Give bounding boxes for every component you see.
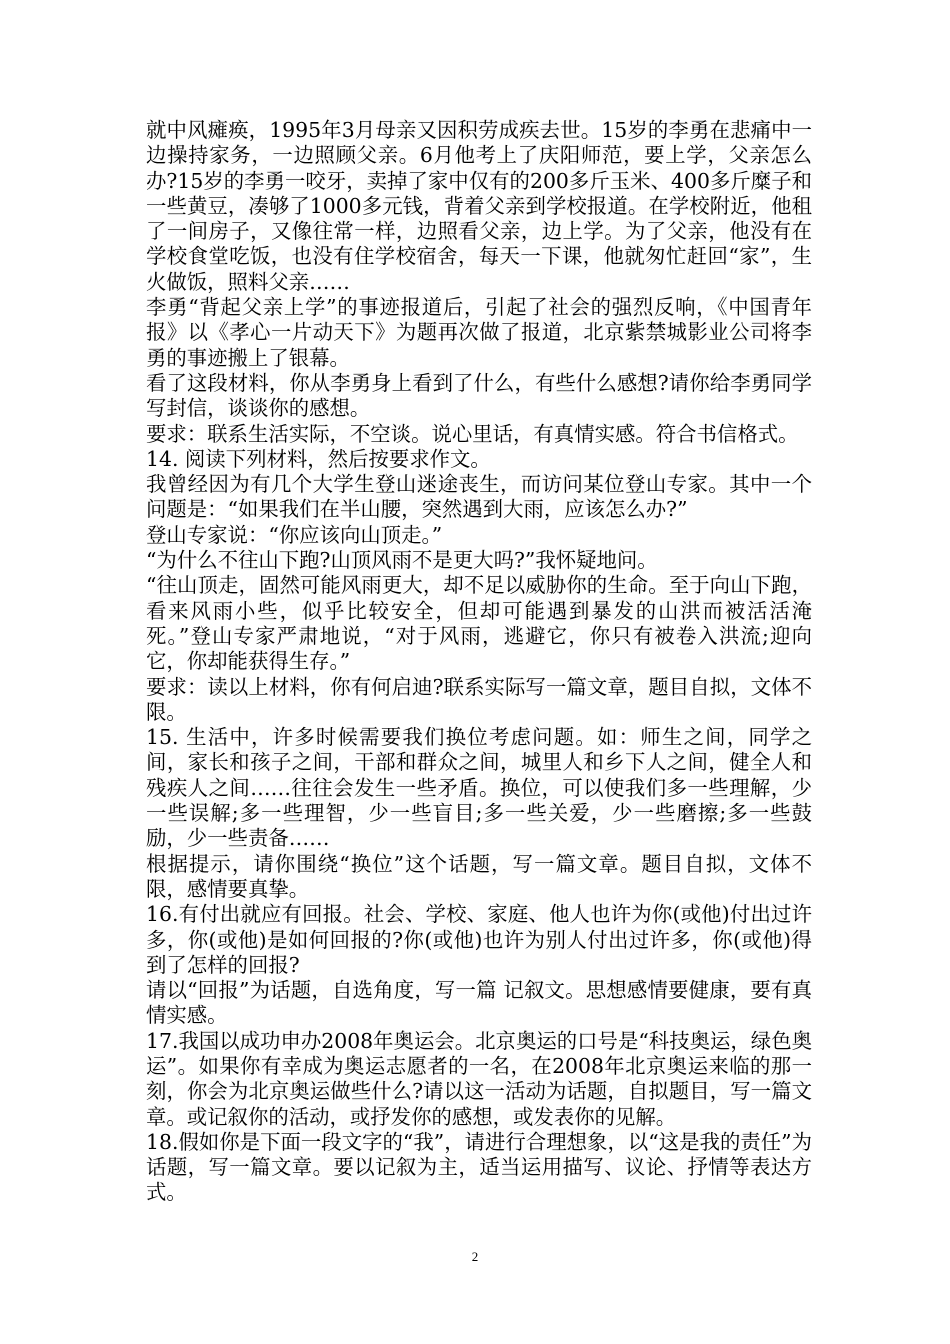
paragraph: 17.我国以成功申办2008年奥运会。北京奥运的口号是“科技奥运，绿色奥运”。如果你有幸成为奥运志愿者的一名，在2008年北京奥运来临的那一刻，你会为北京奥运做些什么?请以这一活动为话题，自拟题目，写一篇文章。或记叙你的活动，或抒发你的感想，或发表你的见解。 — [146, 1028, 812, 1129]
paragraph: 要求：联系生活实际，不空谈。说心里话，有真情实感。符合书信格式。 — [146, 421, 799, 446]
page-number: 2 — [471, 1249, 479, 1264]
paragraph: 我曾经因为有几个大学生登山迷途丧生，而访问某位登山专家。其中一个问题是：“如果我们在半山腰，突然遇到大雨，应该怎么办?” — [146, 472, 812, 522]
paragraph: 请以“回报”为话题，自选角度，写一篇 记叙文。思想感情要健康，要有真情实感。 — [146, 978, 812, 1028]
paragraph: 李勇“背起父亲上学”的事迹报道后，引起了社会的强烈反响，《中国青年报》以《孝心一片动天下》为题再次做了报道，北京紫禁城影业公司将李勇的事迹搬上了银幕。 — [146, 295, 812, 370]
paragraph: “为什么不往山下跑?山顶风雨不是更大吗?”我怀疑地问。 — [146, 548, 658, 573]
paragraph: 根据提示，请你围绕“换位”这个话题，写一篇文章。题目自拟，文体不限，感情要真挚。 — [146, 851, 812, 901]
paragraph: “往山顶走，固然可能风雨更大，却不足以威胁你的生命。至于向山下跑，看来风雨小些，似乎比较安全，但却可能遇到暴发的山洪而被活活淹死。”登山专家严肃地说，“对于风雨，逃避它，你只有被卷入洪流;迎向它，你却能获得生存。” — [146, 573, 812, 674]
paragraph: 就中风瘫痪，1995年3月母亲又因积劳成疾去世。15岁的李勇在悲痛中一边操持家务，一边照顾父亲。6月他考上了庆阳师范，要上学，父亲怎么办?15岁的李勇一咬牙，卖掉了家中仅有的200多斤玉米、400多斤糜子和一些黄豆，凑够了1000多元钱，背着父亲到学校报道。在学校附近，他租了一间房子，又像往常一样，边照看父亲，边上学。为了父亲，他没有在学校食堂吃饭，也没有住学校宿舍，每天一下课，他就匆忙赶回“家”，生火做饭，照料父亲…… — [146, 118, 812, 294]
paragraph: 登山专家说：“你应该向山顶走。” — [146, 522, 443, 547]
paragraph: 14. 阅读下列材料，然后按要求作文。 — [146, 446, 491, 471]
paragraph: 15. 生活中，许多时候需要我们换位考虑问题。如：师生之间，同学之间，家长和孩子之间，干部和群众之间，城里人和乡下人之间，健全人和残疾人之间……往往会发生一些矛盾。换位，可以使我们多一些理解，少一些误解;多一些理智，少一些盲目;多一些关爱，少一些磨擦;多一些鼓励，少一些责备…… — [146, 725, 812, 851]
page-body — [146, 118, 812, 1206]
paragraph: 要求：读以上材料，你有何启迪?联系实际写一篇文章，题目自拟，文体不限。 — [146, 674, 812, 724]
paragraph: 16.有付出就应有回报。社会、学校、家庭、他人也许为你(或他)付出过许多，你(或他)是如何回报的?你(或他)也许为别人付出过许多，你(或他)得到了怎样的回报? — [146, 902, 812, 977]
paragraph: 18.假如你是下面一段文字的“我”，请进行合理想象，以“这是我的责任”为话题，写一篇文章。要以记叙为主，适当运用描写、议论、抒情等表达方式。 — [146, 1129, 812, 1205]
paragraph: 看了这段材料，你从李勇身上看到了什么，有些什么感想?请你给李勇同学写封信，谈谈你的感想。 — [146, 370, 812, 421]
